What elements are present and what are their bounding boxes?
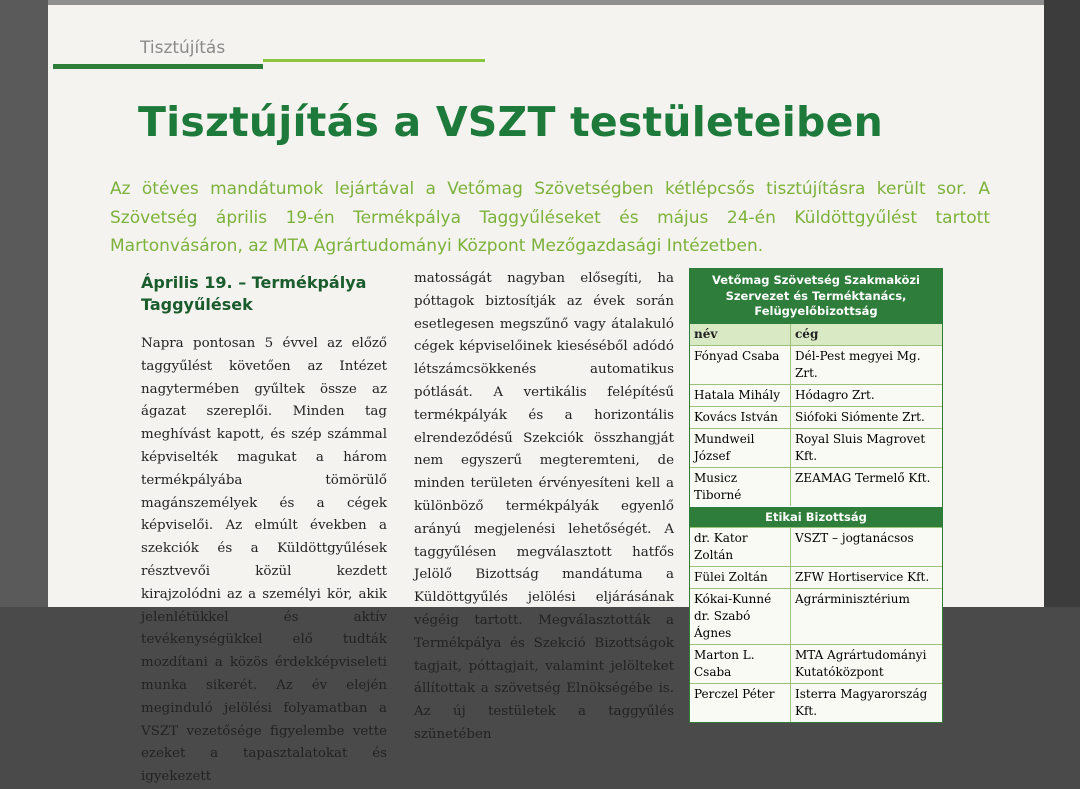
- member-name: Kovács István: [690, 407, 791, 428]
- member-name: Fónyad Csaba: [690, 346, 791, 384]
- member-company: Hódagro Zrt.: [795, 387, 875, 402]
- member-company: ZEAMAG Termelő Kft.: [795, 470, 931, 485]
- column-1: [141, 268, 387, 789]
- top-border: [48, 0, 1044, 5]
- viewer-left-margin: [0, 0, 48, 607]
- table-column-headers: [690, 324, 942, 345]
- table-row: [690, 428, 942, 467]
- member-company: Siófoki Siómente Zrt.: [795, 409, 925, 424]
- column-2: [414, 268, 674, 747]
- member-name: Musicz Tiborné: [690, 468, 791, 506]
- document-page: [48, 0, 1044, 785]
- committee-table: [689, 268, 943, 723]
- member-name: Perczel Péter: [690, 684, 791, 722]
- member-company: ZFW Hortiservice Kft.: [795, 569, 930, 584]
- section-label: Tisztújítás: [140, 38, 226, 58]
- section-rule-light: [263, 59, 485, 62]
- member-name: Fülei Zoltán: [690, 567, 791, 588]
- section-rule-dark: [53, 64, 263, 69]
- table-header-line-3: Felügyelőbizottság: [754, 304, 878, 318]
- member-name: Hatala Mihály: [690, 385, 791, 406]
- column-2-body: matosságát nagyban elősegíti, ha póttagok biztosítják az évek során esetlegesen megszűnő vagy átalakuló cégek képviselőinek kieséséből adódó létszámcsökkenés automatikus pótlását. A vertikális felépítésű termékpályák és a horizontális elrendeződésű Szekciók összhangját nem egyszerű megteremteni, de minden területen érvényesíteni kell a különböző termékpályák egyenlő arányú megjelenési lehetőségét. A taggyűlésen megválasztott hatfős Jelölő Bizottság mandátuma a Küldöttgyűlés jelölési eljárásának végéig tartott. Megválasztották a Termékpálya és Szekció Bizottságok tagjait, póttagjait, valamint jelölteket állítottak a szövetség Elnökségébe is. Az új testületek a taggyűlés szünetében: [414, 271, 674, 742]
- table-row: [690, 644, 942, 683]
- member-company: Isterra Magyarország Kft.: [795, 686, 928, 718]
- viewer-right-margin: [1044, 0, 1080, 607]
- table-row: [690, 566, 942, 588]
- column-1-body: Napra pontosan 5 évvel az előző taggyűlést követően az Intézet nagytermében gyűltek össze az ágazat szereplői. Minden tag meghívást kapott, és szép számmal képviselték magukat a három termékpályába tömörülő magánszemélyek és a cégek képviselői. Az elmúlt években a szekciók és a Küldöttgyűlések résztvevői közül kezdett kirajzolódni az a személyi kör, akik jelenlétükkel és aktív tevékenységükkel elő tudták mozdítani a közös érdekképviseleti munka sikerét. Az év elején meginduló jelölési folyamatban a VSZT vezetősége figyelembe vette ezeket a tapasztalatokat és igyekezett: [141, 336, 387, 785]
- table-row: [690, 345, 942, 384]
- table-header-line-1: Vetőmag Szövetség Szakmaközi: [712, 273, 920, 287]
- column-1-subhead: [141, 272, 387, 316]
- table-row: [690, 588, 942, 644]
- subhead-line-2: Taggyűlések: [141, 295, 253, 314]
- member-name: Mundweil József: [690, 429, 791, 467]
- table-row: [690, 467, 942, 506]
- table-header-line-2: Szervezet és Terméktanács,: [725, 288, 907, 303]
- member-name: Kókai-Kunné dr. Szabó Ágnes: [690, 589, 791, 644]
- member-name: Marton L. Csaba: [690, 645, 791, 683]
- column-header-company: cég: [795, 326, 819, 341]
- article-title: Tisztújítás a VSZT testületeiben: [138, 98, 883, 146]
- member-company: Royal Sluis Magrovet Kft.: [795, 431, 926, 463]
- table-row: [690, 384, 942, 406]
- subhead-line-1: Április 19. – Termékpálya: [141, 273, 367, 292]
- member-company: Dél-Pest megyei Mg. Zrt.: [795, 348, 921, 380]
- table-row: [690, 406, 942, 428]
- column-header-name: név: [690, 324, 791, 345]
- member-company: MTA Agrártudományi Kutatóközpont: [795, 647, 927, 679]
- article-lead: Az ötéves mandátumok lejártával a Vetőmag Szövetségben kétlépcsős tisztújításra került sor. A Szövetség április 19-én Termékpálya Taggyűléseket és május 24-én Küldöttgyűlést tartott Martonvásáron, az MTA Agrártudományi Központ Mezőgazdasági Intézetben.: [110, 179, 990, 256]
- table-header: [690, 269, 942, 324]
- member-name: dr. Kator Zoltán: [690, 528, 791, 566]
- table-row: [690, 527, 942, 566]
- member-company: VSZT – jogtanácsos: [795, 530, 914, 545]
- ethics-committee-header: Etikai Bizottság: [690, 506, 942, 527]
- table-row: [690, 683, 942, 722]
- member-company: Agrárminisztérium: [795, 591, 910, 606]
